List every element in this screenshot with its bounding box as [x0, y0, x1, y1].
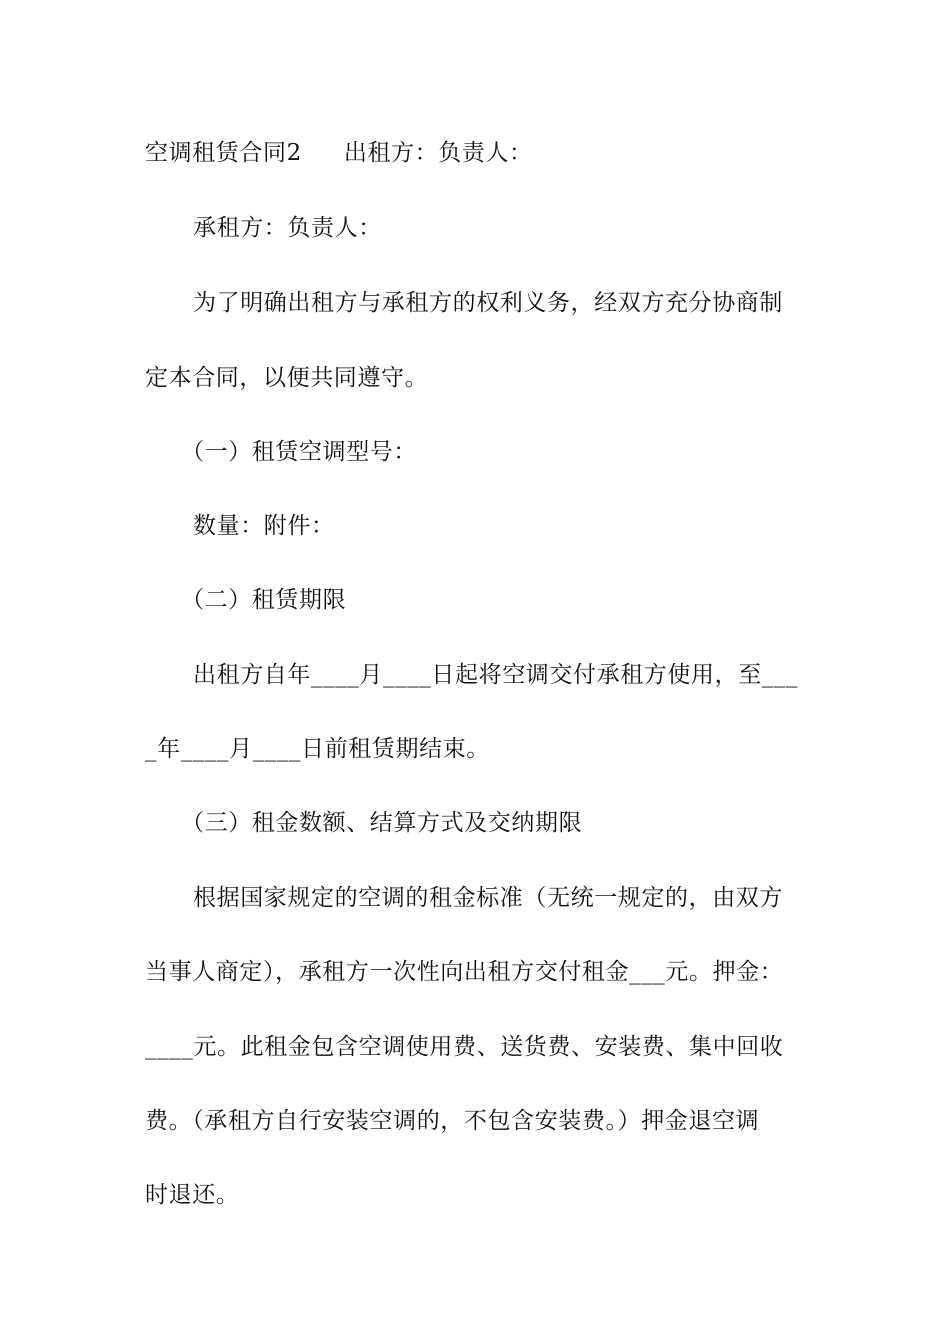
- section-3-heading: （三）租金数额、结算方式及交纳期限: [181, 810, 583, 836]
- quantity-line: 数量：附件：: [193, 513, 335, 539]
- paragraph-purpose-line-1: 为了明确出租方与承租方的权利义务，经双方充分协商制: [193, 290, 783, 316]
- term-line-2: _年____月____日前租赁期结束。: [145, 736, 490, 762]
- rent-line-2: 当事人商定），承租方一次性向出租方交付租金___元。押金：: [145, 959, 784, 985]
- rent-line-3: ____元。此租金包含空调使用费、送货费、安装费、集中回收: [145, 1034, 784, 1060]
- section-1-heading: （一）租赁空调型号：: [181, 439, 417, 465]
- lessor-header: 出租方：负责人：: [343, 140, 533, 166]
- lessee-line: 承租方：负责人：: [193, 215, 382, 241]
- term-line-1: 出租方自年____月____日起将空调交付承租方使用，至___: [193, 662, 799, 688]
- rent-line-1: 根据国家规定的空调的租金标准（无统一规定的，由双方: [193, 885, 783, 911]
- rent-line-5: 时退还。: [145, 1182, 240, 1208]
- document-title: 空调租赁合同2: [145, 140, 302, 166]
- rent-line-4: 费。（承租方自行安装空调的，不包含安装费。）押金退空调: [145, 1108, 760, 1134]
- section-2-heading: （二）租赁期限: [181, 587, 347, 613]
- title-line: [145, 138, 810, 168]
- paragraph-purpose-line-2: 定本合同，以便共同遵守。: [145, 365, 429, 391]
